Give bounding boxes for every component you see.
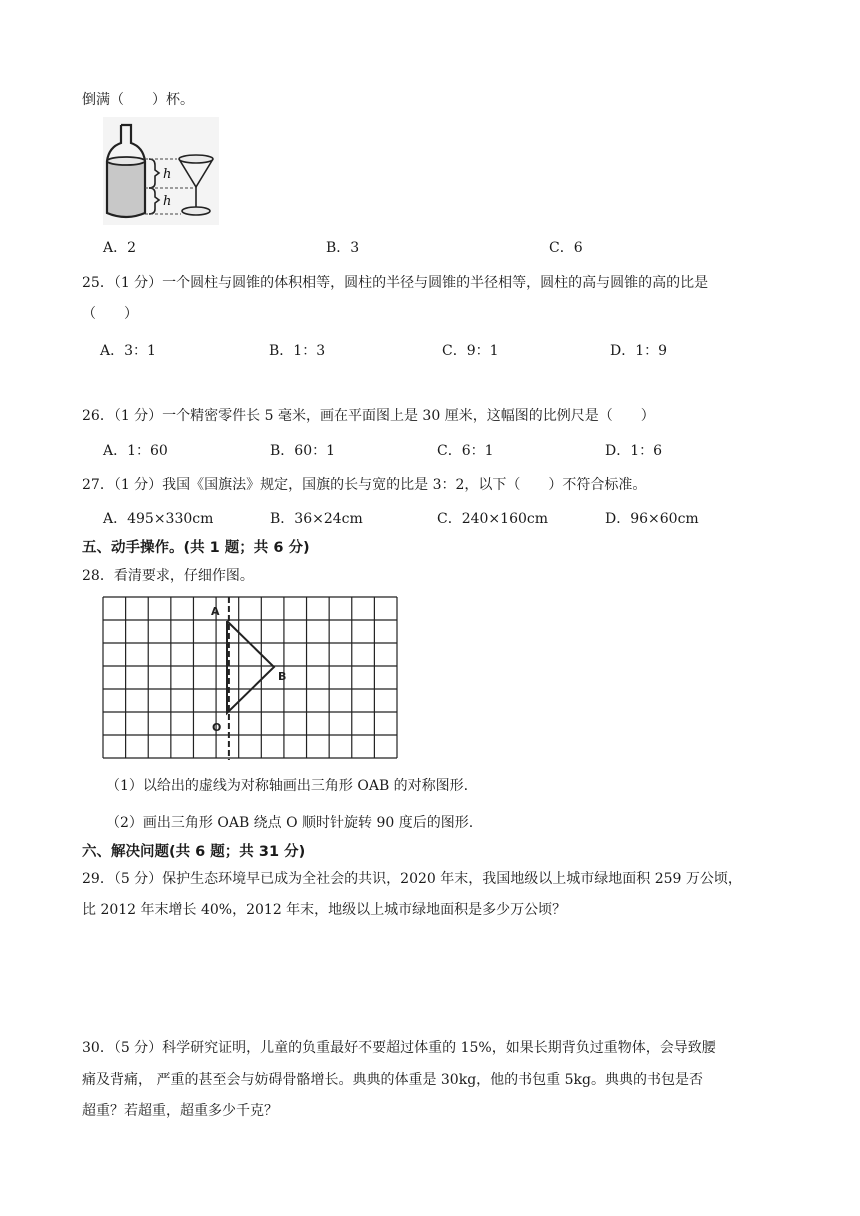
section-5-heading: 五、动手操作。(共 1 题；共 6 分) bbox=[82, 540, 310, 556]
q24-option-b: B．3 bbox=[326, 240, 360, 256]
q27-option-a: A．495×330cm bbox=[103, 511, 214, 527]
q27-option-c: C．240×160cm bbox=[437, 511, 549, 527]
q27-option-d: D．96×60cm bbox=[605, 511, 699, 527]
q26-option-d: D．1：6 bbox=[605, 443, 663, 459]
point-a-label: A bbox=[211, 605, 220, 618]
q28-text: 28．看清要求，仔细作图。 bbox=[82, 568, 254, 584]
q27-option-b: B．36×24cm bbox=[270, 511, 363, 527]
triangle-oab bbox=[227, 621, 274, 713]
q28-sub2: （2）画出三角形 OAB 绕点 O 顺时针旋转 90 度后的图形. bbox=[106, 815, 474, 831]
point-b-label: B bbox=[278, 670, 287, 683]
q24-text-tail: 倒满（ ）杯。 bbox=[82, 92, 194, 108]
q29-text-line2: 比 2012 年末增长 40%，2012 年末，地级以上城市绿地面积是多少万公顷？ bbox=[82, 902, 567, 918]
q25-text-line1: 25．（1 分）一个圆柱与圆锥的体积相等，圆柱的半径与圆锥的半径相等，圆柱的高与圆锥的高的比是 bbox=[82, 275, 709, 291]
q26-text: 26．（1 分）一个精密零件长 5 毫米，画在平面图上是 30 厘米，这幅图的比例尺是（ ） bbox=[82, 408, 655, 424]
q27-text: 27．（1 分）我国《国旗法》规定，国旗的长与宽的比是 3：2，以下（ ）不符合标准。 bbox=[82, 477, 647, 493]
h-label-upper: h bbox=[163, 167, 172, 182]
q26-option-c: C．6：1 bbox=[437, 443, 494, 459]
q25-option-d: D．1：9 bbox=[610, 343, 668, 359]
q25-option-b: B．1：3 bbox=[269, 343, 326, 359]
q30-text-line3: 超重？若超重，超重多少千克？ bbox=[82, 1103, 278, 1119]
q30-text-line2: 痛及背痛， 严重的甚至会与妨碍骨骼增长。典典的体重是 30kg，他的书包重 5kg。典典的书包是否 bbox=[82, 1072, 703, 1088]
q26-option-b: B．60：1 bbox=[270, 443, 336, 459]
q25-option-c: C．9：1 bbox=[442, 343, 499, 359]
q28-grid-figure bbox=[102, 596, 398, 760]
point-o-label: O bbox=[212, 721, 222, 734]
q30-text-line1: 30．（5 分）科学研究证明，儿童的负重最好不要超过体重的 15%，如果长期背负过重物体，会导致腰 bbox=[82, 1040, 716, 1056]
q25-option-a: A．3：1 bbox=[100, 343, 156, 359]
q28-sub1: （1）以给出的虚线为对称轴画出三角形 OAB 的对称图形. bbox=[106, 778, 469, 794]
q25-text-line2: （ ） bbox=[82, 306, 138, 322]
section-6-heading: 六、解决问题(共 6 题；共 31 分) bbox=[82, 844, 306, 860]
q24-option-c: C．6 bbox=[549, 240, 583, 256]
h-label-lower: h bbox=[163, 194, 172, 209]
q24-option-a: A．2 bbox=[103, 240, 137, 256]
q29-text-line1: 29．（5 分）保护生态环境早已成为全社会的共识，2020 年末，我国地级以上城市绿地面积 259 万公顷， bbox=[82, 871, 742, 887]
q24-figure bbox=[103, 117, 219, 225]
q26-option-a: A．1：60 bbox=[103, 443, 168, 459]
grid-lines bbox=[103, 597, 397, 758]
